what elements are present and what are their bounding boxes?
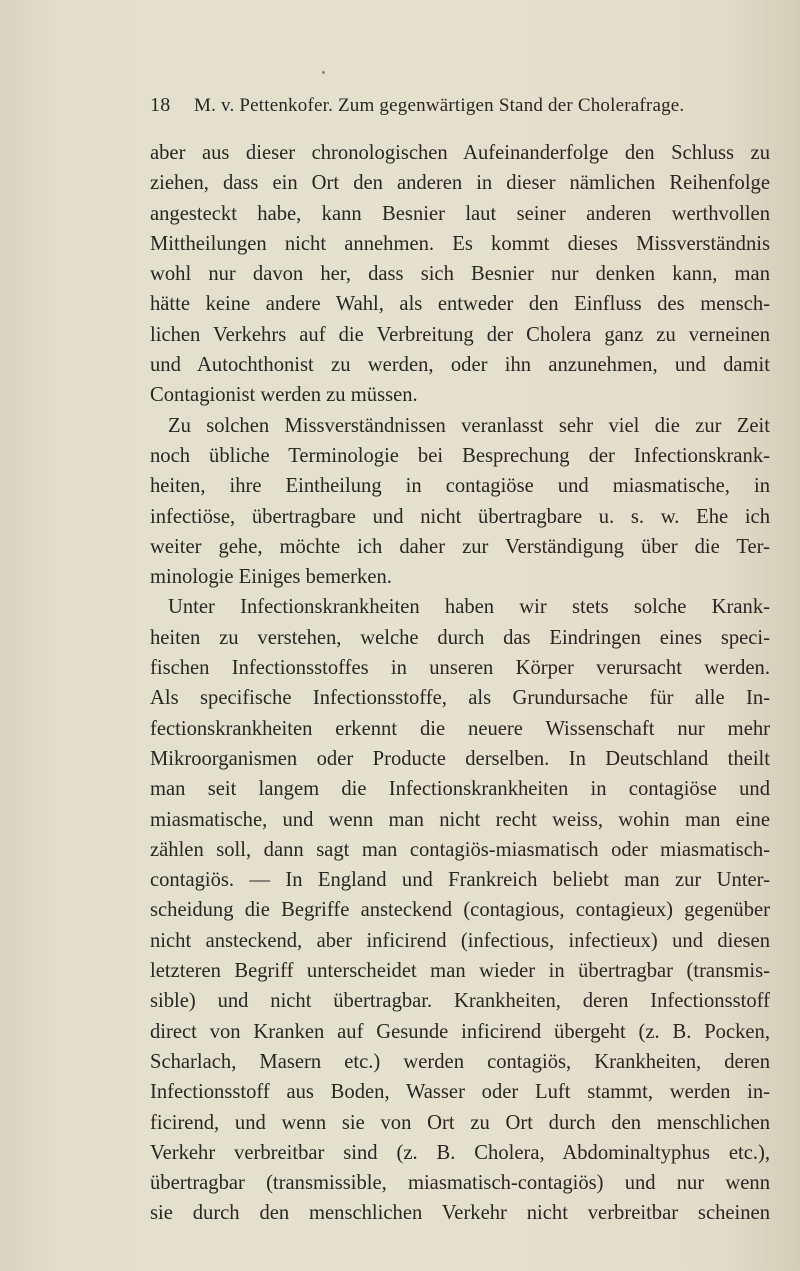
text-line: infectiöse, übertragbare und nicht übertragbare u. s. w. Ehe ich <box>150 505 770 528</box>
text-line: fischen Infectionsstoffes in unseren Körper verursacht werden. <box>150 657 770 680</box>
text-line: Scharlach, Masern etc.) werden contagiös, Krankheiten, deren <box>150 1050 770 1073</box>
text-line: Unter Infectionskrankheiten haben wir stets solche Krank- <box>168 596 770 619</box>
text-line: zählen soll, dann sagt man contagiös-miasmatisch oder miasmatisch- <box>150 838 770 861</box>
text-line: man seit langem die Infectionskrankheiten in contagiöse und <box>150 778 770 801</box>
text-line: heiten, ihre Eintheilung in contagiöse und miasmatische, in <box>150 475 770 498</box>
ink-speck <box>322 71 325 74</box>
text-line: nicht ansteckend, aber inficirend (infectious, infectieux) und diesen <box>150 929 770 952</box>
text-line: aber aus dieser chronologischen Aufeinanderfolge den Schluss zu <box>150 142 770 164</box>
text-line: übertragbar (transmissible, miasmatisch-contagiös) und nur wenn <box>150 1172 770 1195</box>
running-header <box>150 94 684 117</box>
text-line: wohl nur davon her, dass sich Besnier nur denken kann, man <box>150 263 770 286</box>
text-line: Infectionsstoff aus Boden, Wasser oder Luft stammt, werden in- <box>150 1081 770 1104</box>
text-line: ziehen, dass ein Ort den anderen in dieser nämlichen Reihenfolge <box>150 172 770 195</box>
text-line: noch übliche Terminologie bei Besprechung der Infectionskrank- <box>150 444 770 467</box>
text-line: Contagionist werden zu müssen. <box>150 384 418 407</box>
text-line: Als specifische Infectionsstoffe, als Grundursache für alle In- <box>150 687 770 710</box>
text-line: direct von Kranken auf Gesunde inficirend übergeht (z. B. Pocken, <box>150 1020 770 1043</box>
text-line: fectionskrankheiten erkennt die neuere Wissenschaft nur mehr <box>150 717 770 740</box>
text-line: lichen Verkehrs auf die Verbreitung der Cholera ganz zu verneinen <box>150 323 770 346</box>
text-line: miasmatische, und wenn man nicht recht weiss, wohin man eine <box>150 808 770 831</box>
text-line: sible) und nicht übertragbar. Krankheiten, deren Infectionsstoff <box>150 990 770 1013</box>
text-line: Zu solchen Missverständnissen veranlasst sehr viel die zur Zeit <box>168 414 770 437</box>
text-line: hätte keine andere Wahl, als entweder den Einfluss des mensch- <box>150 293 770 316</box>
text-line: und Autochthonist zu werden, oder ihn anzunehmen, und damit <box>150 354 770 377</box>
text-line: angesteckt habe, kann Besnier laut seiner anderen werthvollen <box>150 202 770 225</box>
text-line: contagiös. — In England und Frankreich beliebt man zur Unter- <box>150 869 770 892</box>
text-line: sie durch den menschlichen Verkehr nicht verbreitbar scheinen <box>150 1202 770 1225</box>
text-line: letzteren Begriff unterscheidet man wieder in übertragbar (transmis- <box>150 960 770 983</box>
text-line: scheidung die Begriffe ansteckend (contagious, contagieux) gegenüber <box>150 899 770 922</box>
text-line: ficirend, und wenn sie von Ort zu Ort durch den menschlichen <box>150 1111 770 1134</box>
running-title: M. v. Pettenkofer. Zum gegenwärtigen Stand der Cholerafrage. <box>194 95 685 116</box>
text-line: Verkehr verbreitbar sind (z. B. Cholera, Abdominaltyphus etc.), <box>150 1141 770 1164</box>
page-number: 18 <box>150 94 171 116</box>
text-line: weiter gehe, möchte ich daher zur Verständigung über die Ter- <box>150 535 770 558</box>
text-line: heiten zu verstehen, welche durch das Eindringen eines speci- <box>150 626 770 649</box>
body-text <box>150 138 770 1229</box>
text-line: minologie Einiges bemerken. <box>150 566 392 589</box>
text-line: Mikroorganismen oder Producte derselben. In Deutschland theilt <box>150 747 770 770</box>
text-line: Mittheilungen nicht annehmen. Es kommt dieses Missverständnis <box>150 232 770 255</box>
